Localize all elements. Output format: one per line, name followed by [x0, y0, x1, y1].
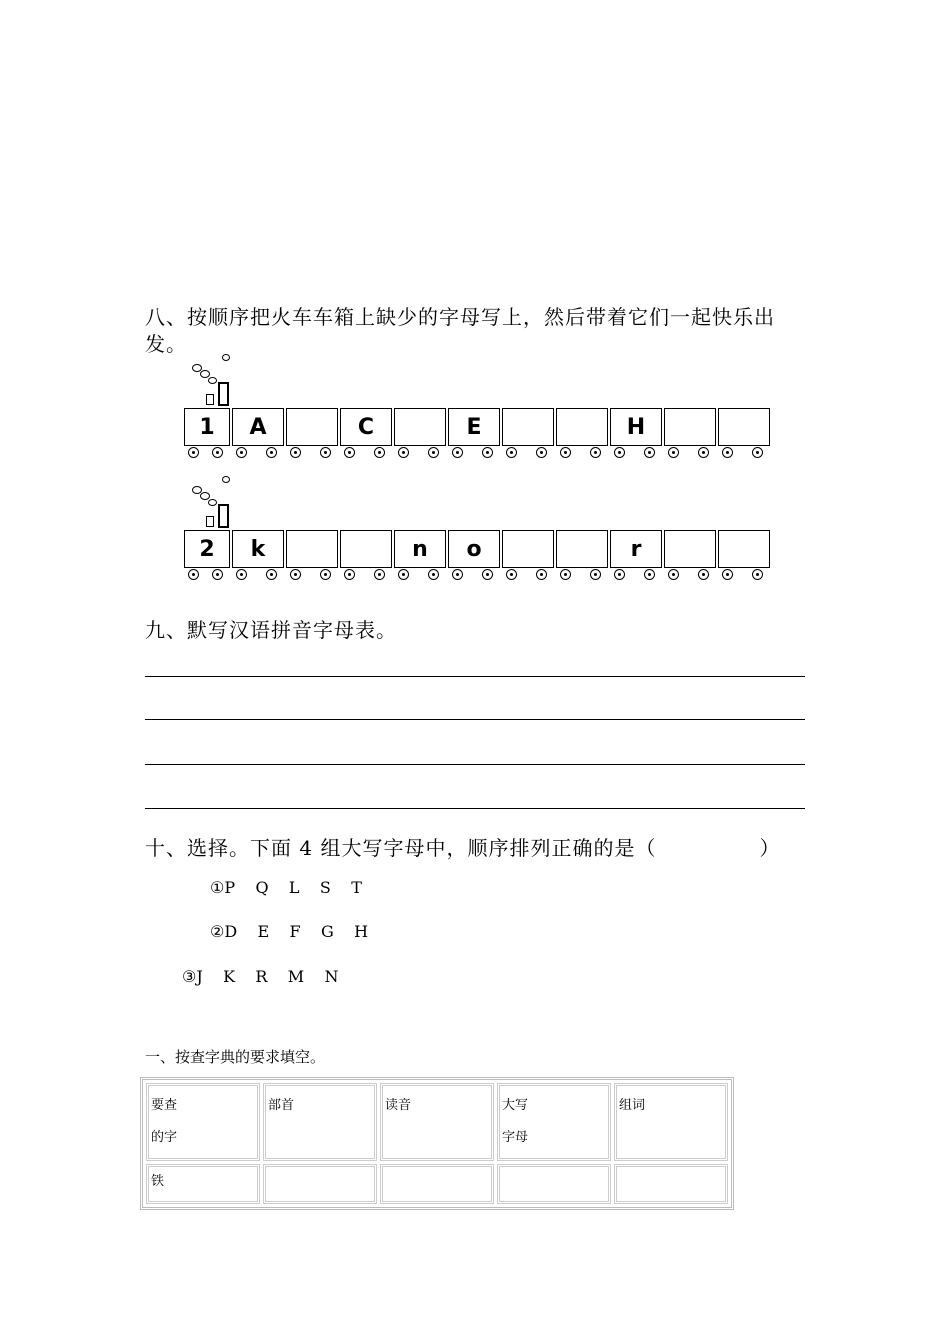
wheel-icon [722, 569, 733, 580]
train-car[interactable] [340, 530, 392, 568]
wheel-icon [398, 569, 409, 580]
wheel-icon [212, 569, 223, 580]
wheel-icon [236, 569, 247, 580]
locomotive-number: 2 [184, 530, 230, 568]
row-cell-char: 铁 [146, 1164, 260, 1204]
train-car[interactable] [556, 530, 608, 568]
train-car[interactable] [664, 408, 716, 446]
q9-title: 九、默写汉语拼音字母表。 [145, 618, 397, 642]
wheel-icon [590, 569, 601, 580]
train-car[interactable] [718, 530, 770, 568]
answer-cell-capital[interactable] [497, 1164, 611, 1204]
q10-option-2[interactable]: ②D E F G H [210, 922, 369, 941]
header-cell-words: 组词 [614, 1083, 728, 1161]
train-2 [182, 472, 782, 592]
answer-cell-pronunciation[interactable] [380, 1164, 494, 1204]
wheel-icon [266, 447, 277, 458]
train-car[interactable] [718, 408, 770, 446]
wheel-icon [536, 569, 547, 580]
train-car: o [448, 530, 500, 568]
chimney [218, 382, 229, 406]
header-cell-char: 要查 的字 [146, 1083, 260, 1161]
train-1 [182, 350, 782, 470]
train-car: k [232, 530, 284, 568]
wheel-icon [614, 447, 625, 458]
q10-title: 十、选择。下面 4 组大写字母中，顺序排列正确的是（ ） [145, 836, 781, 860]
wheel-icon [614, 569, 625, 580]
train-car[interactable] [664, 530, 716, 568]
smoke-puff [222, 476, 230, 483]
wheel-icon [428, 447, 439, 458]
q10-option-1[interactable]: ①P Q L S T [210, 878, 362, 897]
wheel-icon [344, 569, 355, 580]
q10-option-3[interactable]: ③J K R M N [182, 967, 339, 986]
smoke-puff [208, 377, 217, 384]
wheel-icon [482, 569, 493, 580]
wheel-icon [188, 569, 199, 580]
train-car: H [610, 408, 662, 446]
train-car: C [340, 408, 392, 446]
wheel-icon [428, 569, 439, 580]
writing-line-1[interactable] [145, 676, 805, 677]
train-car[interactable] [394, 408, 446, 446]
wheel-icon [344, 447, 355, 458]
wheel-icon [374, 569, 385, 580]
wheel-icon [722, 447, 733, 458]
writing-line-4[interactable] [145, 808, 805, 809]
train-car[interactable] [286, 530, 338, 568]
wheel-icon [644, 569, 655, 580]
wheel-icon [212, 447, 223, 458]
cab [206, 394, 214, 405]
train-car[interactable] [502, 530, 554, 568]
wheel-icon [590, 447, 601, 458]
train-car: A [232, 408, 284, 446]
wheel-icon [698, 569, 709, 580]
wheel-icon [374, 447, 385, 458]
wheel-icon [560, 447, 571, 458]
writing-line-2[interactable] [145, 719, 805, 720]
wheel-icon [536, 447, 547, 458]
header-cell-capital: 大写 字母 [497, 1083, 611, 1161]
answer-cell-words[interactable] [614, 1164, 728, 1204]
wheel-icon [752, 569, 763, 580]
wheel-icon [266, 569, 277, 580]
cab [206, 516, 214, 527]
wheel-icon [752, 447, 763, 458]
wheel-icon [290, 569, 301, 580]
smoke-puff [200, 492, 210, 500]
wheel-icon [452, 569, 463, 580]
train-car: r [610, 530, 662, 568]
wheel-icon [668, 569, 679, 580]
wheel-icon [452, 447, 463, 458]
smoke-puff [200, 370, 210, 378]
train-car: n [394, 530, 446, 568]
wheel-icon [320, 447, 331, 458]
smoke-puff [222, 354, 230, 361]
wheel-icon [482, 447, 493, 458]
wheel-icon [236, 447, 247, 458]
wheel-icon [398, 447, 409, 458]
wheel-icon [506, 447, 517, 458]
train-car[interactable] [556, 408, 608, 446]
writing-line-3[interactable] [145, 764, 805, 765]
dictionary-table [140, 1077, 734, 1210]
wheel-icon [698, 447, 709, 458]
q1-title: 一、按查字典的要求填空。 [145, 1048, 326, 1066]
train-car: E [448, 408, 500, 446]
wheel-icon [560, 569, 571, 580]
q8-title-line2: 发。 [145, 332, 187, 356]
answer-cell-radical[interactable] [263, 1164, 377, 1204]
header-cell-pronunciation: 读音 [380, 1083, 494, 1161]
wheel-icon [290, 447, 301, 458]
wheel-icon [188, 447, 199, 458]
header-cell-radical: 部首 [263, 1083, 377, 1161]
train-car[interactable] [502, 408, 554, 446]
wheel-icon [644, 447, 655, 458]
wheel-icon [506, 569, 517, 580]
q8-title-line1: 八、按顺序把火车车箱上缺少的字母写上，然后带着它们一起快乐出 [145, 305, 775, 329]
locomotive-number: 1 [184, 408, 230, 446]
chimney [218, 504, 229, 528]
smoke-puff [208, 499, 217, 506]
wheel-icon [320, 569, 331, 580]
train-car[interactable] [286, 408, 338, 446]
wheel-icon [668, 447, 679, 458]
